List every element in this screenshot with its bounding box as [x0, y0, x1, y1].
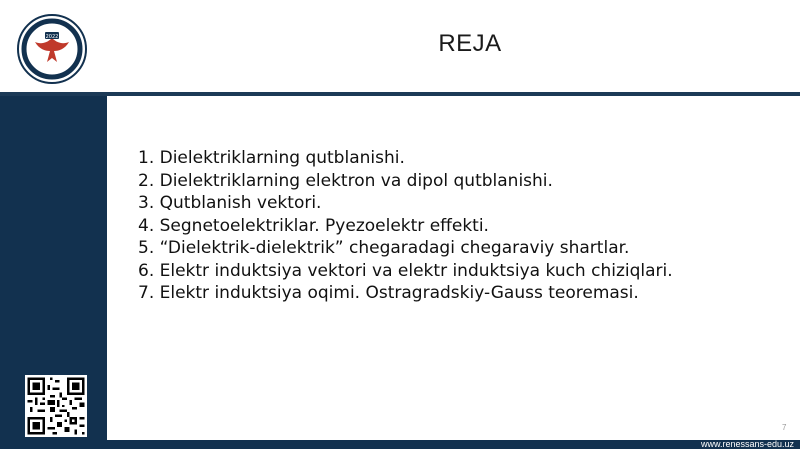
agenda-list [138, 147, 673, 305]
footer-bar [0, 440, 800, 449]
slide-number: 7 [782, 423, 787, 432]
qr-code-icon [25, 375, 87, 437]
agenda-item-5: 5. “Dielektrik-dielektrik” chegaradagi chegaraviy shartlar. [138, 238, 630, 258]
agenda-item-6: 6. Elektr induktsiya vektori va elektr induktsiya kuch chiziqlari. [138, 260, 673, 281]
footer-website[interactable]: www.renessans-edu.uz [700, 439, 794, 449]
slide-title: REJA [438, 30, 502, 57]
agenda-item-4: 4. Segnetoelektriklar. Pyezoelektr effekti. [138, 215, 489, 236]
agenda-item-1: 1. Dielektriklarning qutblanishi. [138, 148, 405, 168]
agenda-item-3: 3. Qutblanish vektori. [138, 193, 322, 213]
agenda-item-2: 2. Dielektriklarning elektron va dipol qutblanishi. [138, 170, 553, 191]
agenda-item-7: 7. Elektr induktsiya oqimi. Ostragradskiy-Gauss teoremasi. [138, 283, 639, 303]
svg-text:2022: 2022 [45, 34, 59, 40]
